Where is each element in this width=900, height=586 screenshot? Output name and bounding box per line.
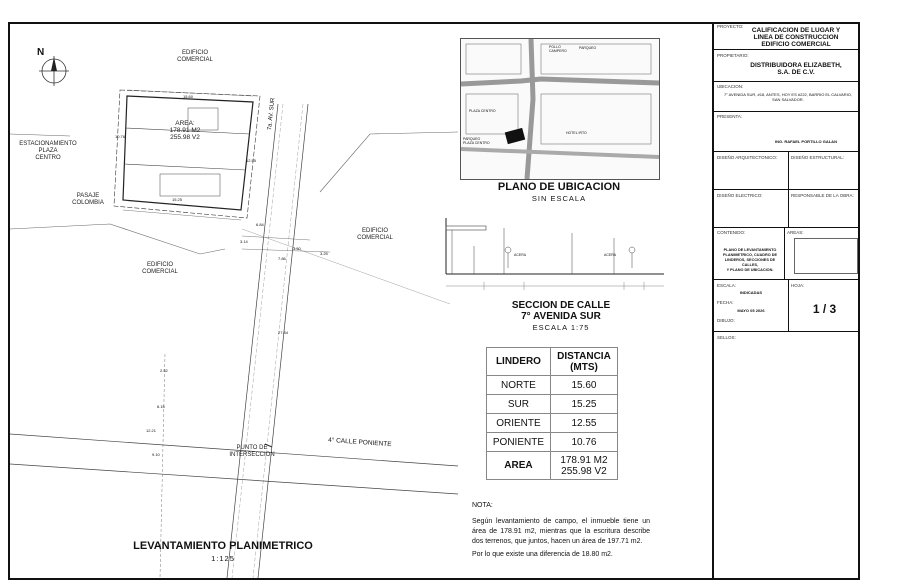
table-cell: ORIENTE (487, 414, 551, 433)
map-label: PLAZA CENTRO (469, 109, 496, 113)
dim-label: 12.21 (146, 428, 157, 433)
tb-label: DISEÑO ELECTRICO: (717, 193, 763, 198)
content-text: PLANO DE LEVANTAMIENTO PLANIMETRICO, CUADRO DE LINDEROS, SECCIONES DE CALLES, Y PLANO DE UBICACION. (723, 248, 777, 272)
lindero-table (486, 347, 618, 480)
label-estacionamiento: ESTACIONAMIENTO PLAZA CENTRO (19, 141, 77, 161)
label-edificio-sur: EDIFICIO COMERCIAL (142, 262, 178, 275)
label-pasaje: PASAJE COLOMBIA (72, 193, 104, 206)
lot-polygon (114, 90, 260, 218)
project-name: CALIFICACION DE LUGAR Y LINEA DE CONSTRUCCION EDIFICIO COMERCIAL (751, 27, 841, 48)
map-label: PARQUEO (579, 46, 597, 50)
table-area-value: 178.91 M2 255.98 V2 (550, 452, 617, 480)
tb-label: SELLOS: (717, 335, 736, 340)
tb-label: RESPONSABLE DE LA OBRA: (791, 193, 854, 198)
table-header: DISTANCIA (MTS) (550, 348, 617, 376)
nota-body: Según levantamiento de campo, el inmueble tiene un área de 178.91 m2, mientras que la escritura describe dos terrenos, que juntos, hacen un área de 197.71 m2. (472, 518, 650, 545)
dim-label: 2.52 (160, 368, 168, 373)
map-label: POLLO CAMPERO (549, 45, 567, 53)
table-cell: 15.25 (550, 395, 617, 414)
lot-area-text: AREA: 178.91 M2 255.98 V2 (169, 120, 201, 141)
table-cell: SUR (487, 395, 551, 414)
label-street-calle: 4° CALLE PONIENTE (327, 436, 392, 449)
table-row (487, 433, 618, 452)
tb-escala (714, 280, 860, 332)
north-arrow (39, 56, 69, 86)
label-edificio-norte: EDIFICIO COMERCIAL (177, 50, 213, 63)
street-section-drawing (444, 208, 666, 298)
dim-label: 15.25 (172, 197, 183, 202)
tb-label: PROYECTO: (717, 24, 744, 29)
owner-name: DISTRIBUIDORA ELIZABETH, S.A. DE C.V. (750, 62, 842, 76)
tb-label: UBICACION: (717, 84, 744, 89)
tb-contenido (714, 228, 860, 280)
tb-label: AREAS: (787, 230, 804, 235)
table-cell: NORTE (487, 376, 551, 395)
tb-proyecto (714, 22, 860, 50)
location-text: 7° AVENIDA SUR, #18, ANTES, HOY ES #222, BARRIO EL CALVARIO, SAN SALVADOR. (723, 92, 853, 102)
tb-label: DISEÑO ARQUITECTONICO: (717, 155, 778, 160)
map-label: HOTEL IRTO (566, 131, 587, 135)
ubicacion-sub: SIN ESCALA (531, 194, 587, 203)
section-label: ACERA (514, 253, 527, 257)
dim-label: 3.50 (293, 246, 301, 251)
tb-label: PRESENTA: (717, 114, 743, 119)
dim-label: 27.84 (278, 330, 289, 335)
dim-label: 6.84 (256, 222, 264, 227)
section-label: ACERA (604, 253, 617, 257)
dim-label: 10.76 (115, 134, 126, 139)
tb-label: PROPIETARIO: (717, 53, 749, 58)
main-title: LEVANTAMIENTO PLANIMETRICO (133, 540, 313, 552)
title-block (712, 22, 860, 580)
table-row (487, 452, 618, 480)
areas-table (794, 238, 858, 274)
planimetric-drawing (10, 24, 458, 578)
nota-title: NOTA: (472, 502, 493, 509)
tb-presenta (714, 112, 860, 152)
presenter-name: ING. RAFAEL PORTILLO GALAN (775, 139, 837, 144)
table-row (487, 395, 618, 414)
tb-label: ESCALA: (717, 283, 737, 288)
dim-label: 8.15 (157, 404, 165, 409)
main-scale: 1:125 (211, 554, 235, 563)
dim-label: 15.60 (183, 94, 194, 99)
tb-label: DISEÑO ESTRUCTURAL: (791, 155, 845, 160)
table-cell: 15.60 (550, 376, 617, 395)
dim-label: 9.10 (152, 452, 160, 457)
date-value: MAYO 05 2026 (737, 308, 765, 313)
table-row (487, 414, 618, 433)
tb-label: HOJA: (791, 283, 805, 288)
tb-label: DIBUJO: (717, 318, 735, 323)
north-label: N (37, 47, 45, 58)
tb-label: CONTENIDO: (717, 230, 746, 235)
table-cell: 10.76 (550, 433, 617, 452)
nota-diff: Por lo que existe una diferencia de 18.80 m2. (472, 551, 613, 558)
table-cell: 12.55 (550, 414, 617, 433)
location-map (460, 38, 660, 180)
scale-value: INDICADAS (739, 290, 763, 295)
tb-disenos (714, 152, 860, 190)
dim-label: 3.25 (320, 251, 328, 256)
sheet-number: 1 / 3 (812, 302, 837, 316)
seccion-scale: ESCALA 1:75 (532, 323, 590, 332)
tb-ubicacion (714, 82, 860, 112)
seccion-street: 7° AVENIDA SUR (521, 311, 601, 322)
tb-label: FECHA: (717, 300, 734, 305)
tb-propietario (714, 50, 860, 82)
dim-label: 12.55 (246, 158, 257, 163)
table-header: LINDERO (487, 348, 551, 376)
ubicacion-title: PLANO DE UBICACION (497, 181, 621, 193)
table-area-label: AREA (487, 452, 551, 480)
tb-electrico (714, 190, 860, 228)
label-street-av: 7a. AV. SUR (267, 97, 277, 131)
table-cell: PONIENTE (487, 433, 551, 452)
map-label: PARQUEO PLAZA CENTRO (463, 137, 490, 145)
dim-label: 3.14 (240, 239, 248, 244)
seccion-title: SECCION DE CALLE (511, 300, 611, 311)
table-row (487, 376, 618, 395)
label-punto: PUNTO DE INTERSECCION (229, 445, 275, 458)
label-edificio-este: EDIFICIO COMERCIAL (357, 228, 393, 241)
dim-label: 7.86 (278, 256, 286, 261)
